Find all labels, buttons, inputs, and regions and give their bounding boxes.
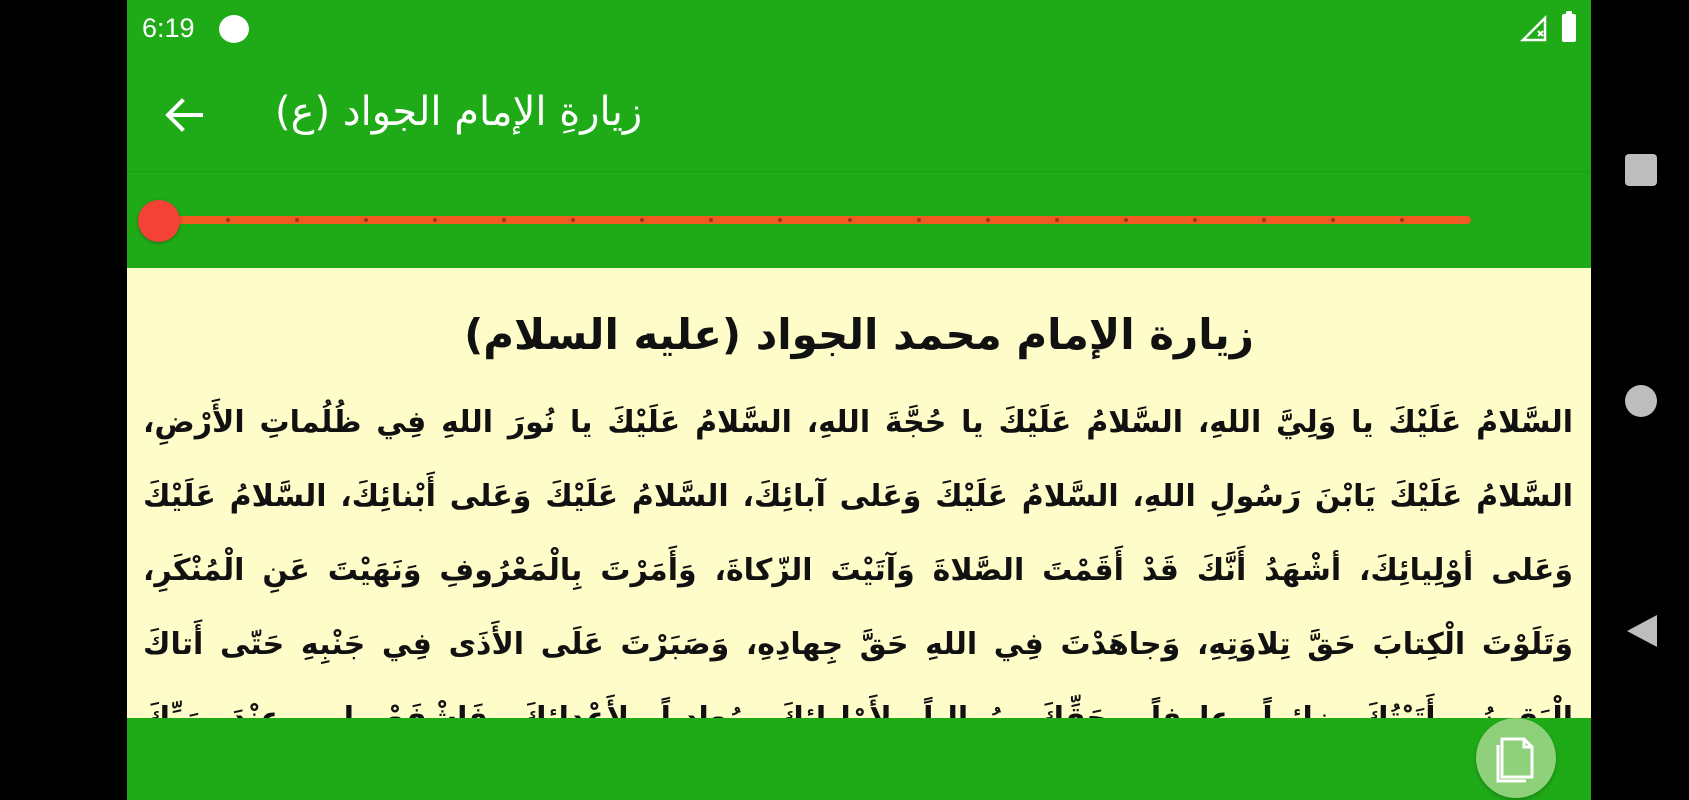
nav-back-button[interactable] [1625,613,1659,649]
system-nav-bar [1591,0,1689,800]
slider-tick [917,218,921,222]
slider-tick [640,218,644,222]
slider-tick [1055,218,1059,222]
app-screen [127,0,1591,800]
page-slider [127,172,1591,268]
slider-tick [364,218,368,222]
slider-tick [226,218,230,222]
slider-track[interactable] [159,216,1471,224]
back-button[interactable] [157,88,211,142]
slider-tick [1124,218,1128,222]
slider-thumb[interactable] [138,200,180,242]
status-time: 6:19 [142,13,195,43]
arrow-left-icon [165,98,203,132]
bottom-bar [127,718,1591,800]
text-content[interactable] [127,268,1591,718]
home-button[interactable] [1625,385,1657,417]
content-body: السَّلامُ عَلَيْكَ يا وَلِيَّ اللهِ، السَّلامُ عَلَيْكَ يا حُجَّةَ اللهِ، السَّلامُ عَلَيْكَ يا نُورَ اللهِ فِي ظُلُماتِ الأَرْضِ، السَّلامُ عَلَيْكَ يَابْنَ رَسُولِ اللهِ، السَّلامُ عَلَيْكَ وَعَلى آبائِكَ، السَّلامُ عَلَيْكَ وَعَلى أَبْنائِكَ، السَّلامُ عَلَيْكَ وَعَلى أوْلِيائِكَ، أشْهَدُ أَنَّكَ قَدْ أَقَمْتَ الصَّلاةَ وَآتَيْتَ الزّكاةَ، وَأَمَرْتَ بِالْمَعْرُوفِ وَنَهَيْتَ عَنِ الْمُنْكَرِ، وَتَلَوْتَ الْكِتابَ حَقَّ تِلاوَتِهِ، وَجاهَدْتَ فِي اللهِ حَقَّ جِهادِهِ، وَصَبَرْتَ عَلَى الأَذَى فِي جَنْبِهِ حَتّى أَتاكَ [143,405,1573,662]
slider-tick [709,218,713,222]
slider-tick [1400,218,1404,222]
slider-tick [1331,218,1335,222]
toolbar [127,58,1591,172]
toolbar-title: زيارةِ الإمام الجواد (ع) [275,89,643,135]
slider-tick [571,218,575,222]
recents-button[interactable] [1625,154,1657,186]
signal-icon [1521,16,1547,42]
copy-button[interactable] [1476,718,1556,798]
slider-tick [295,218,299,222]
status-bar [127,0,1591,58]
slider-tick [986,218,990,222]
slider-tick [433,218,437,222]
slider-tick [502,218,506,222]
slider-tick [1262,218,1266,222]
copy-icon [1494,733,1538,783]
battery-icon [1562,14,1576,42]
slider-tick [848,218,852,222]
notification-circle-icon [219,15,249,43]
slider-tick [778,218,782,222]
content-title: زيارة الإمام محمد الجواد (عليه السلام) [464,310,1254,359]
slider-tick [1193,218,1197,222]
